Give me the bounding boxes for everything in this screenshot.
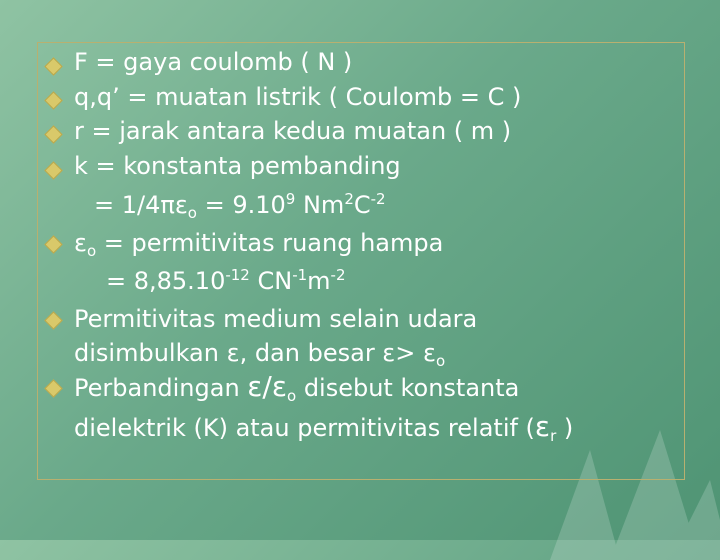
list-item-constant: k = konstanta pembanding (74, 152, 401, 180)
ratio-continued: dielektrik (K) atau permitivitas relatif ($\varepsilon_r$ ) (74, 410, 574, 445)
constant-formula: = $1/4\pi\varepsilon_o = 9.10^9$ $Nm^2C^{-2}$ (94, 190, 386, 222)
list-item-medium: Permitivitas medium selain udara (74, 305, 478, 333)
medium-continued: disimbulkan ε, dan besar $\varepsilon> \varepsilon_o$ (74, 339, 446, 370)
list-item-force: F = gaya coulomb ( N ) (74, 48, 353, 76)
list-item-permittivity: $\varepsilon_o$ = permitivitas ruang hampa (74, 229, 444, 260)
list-item-charge: q,q’ = muatan listrik ( Coulomb = C ) (74, 83, 522, 111)
list-item-distance: r = jarak antara kedua muatan ( m ) (74, 117, 512, 145)
permittivity-value: = $8,85.10^{-12}$ $CN^{-1}m^{-2}$ (106, 266, 346, 295)
list-item-ratio: Perbandingan $\varepsilon/\varepsilon_o$ disebut konstanta (74, 370, 520, 405)
